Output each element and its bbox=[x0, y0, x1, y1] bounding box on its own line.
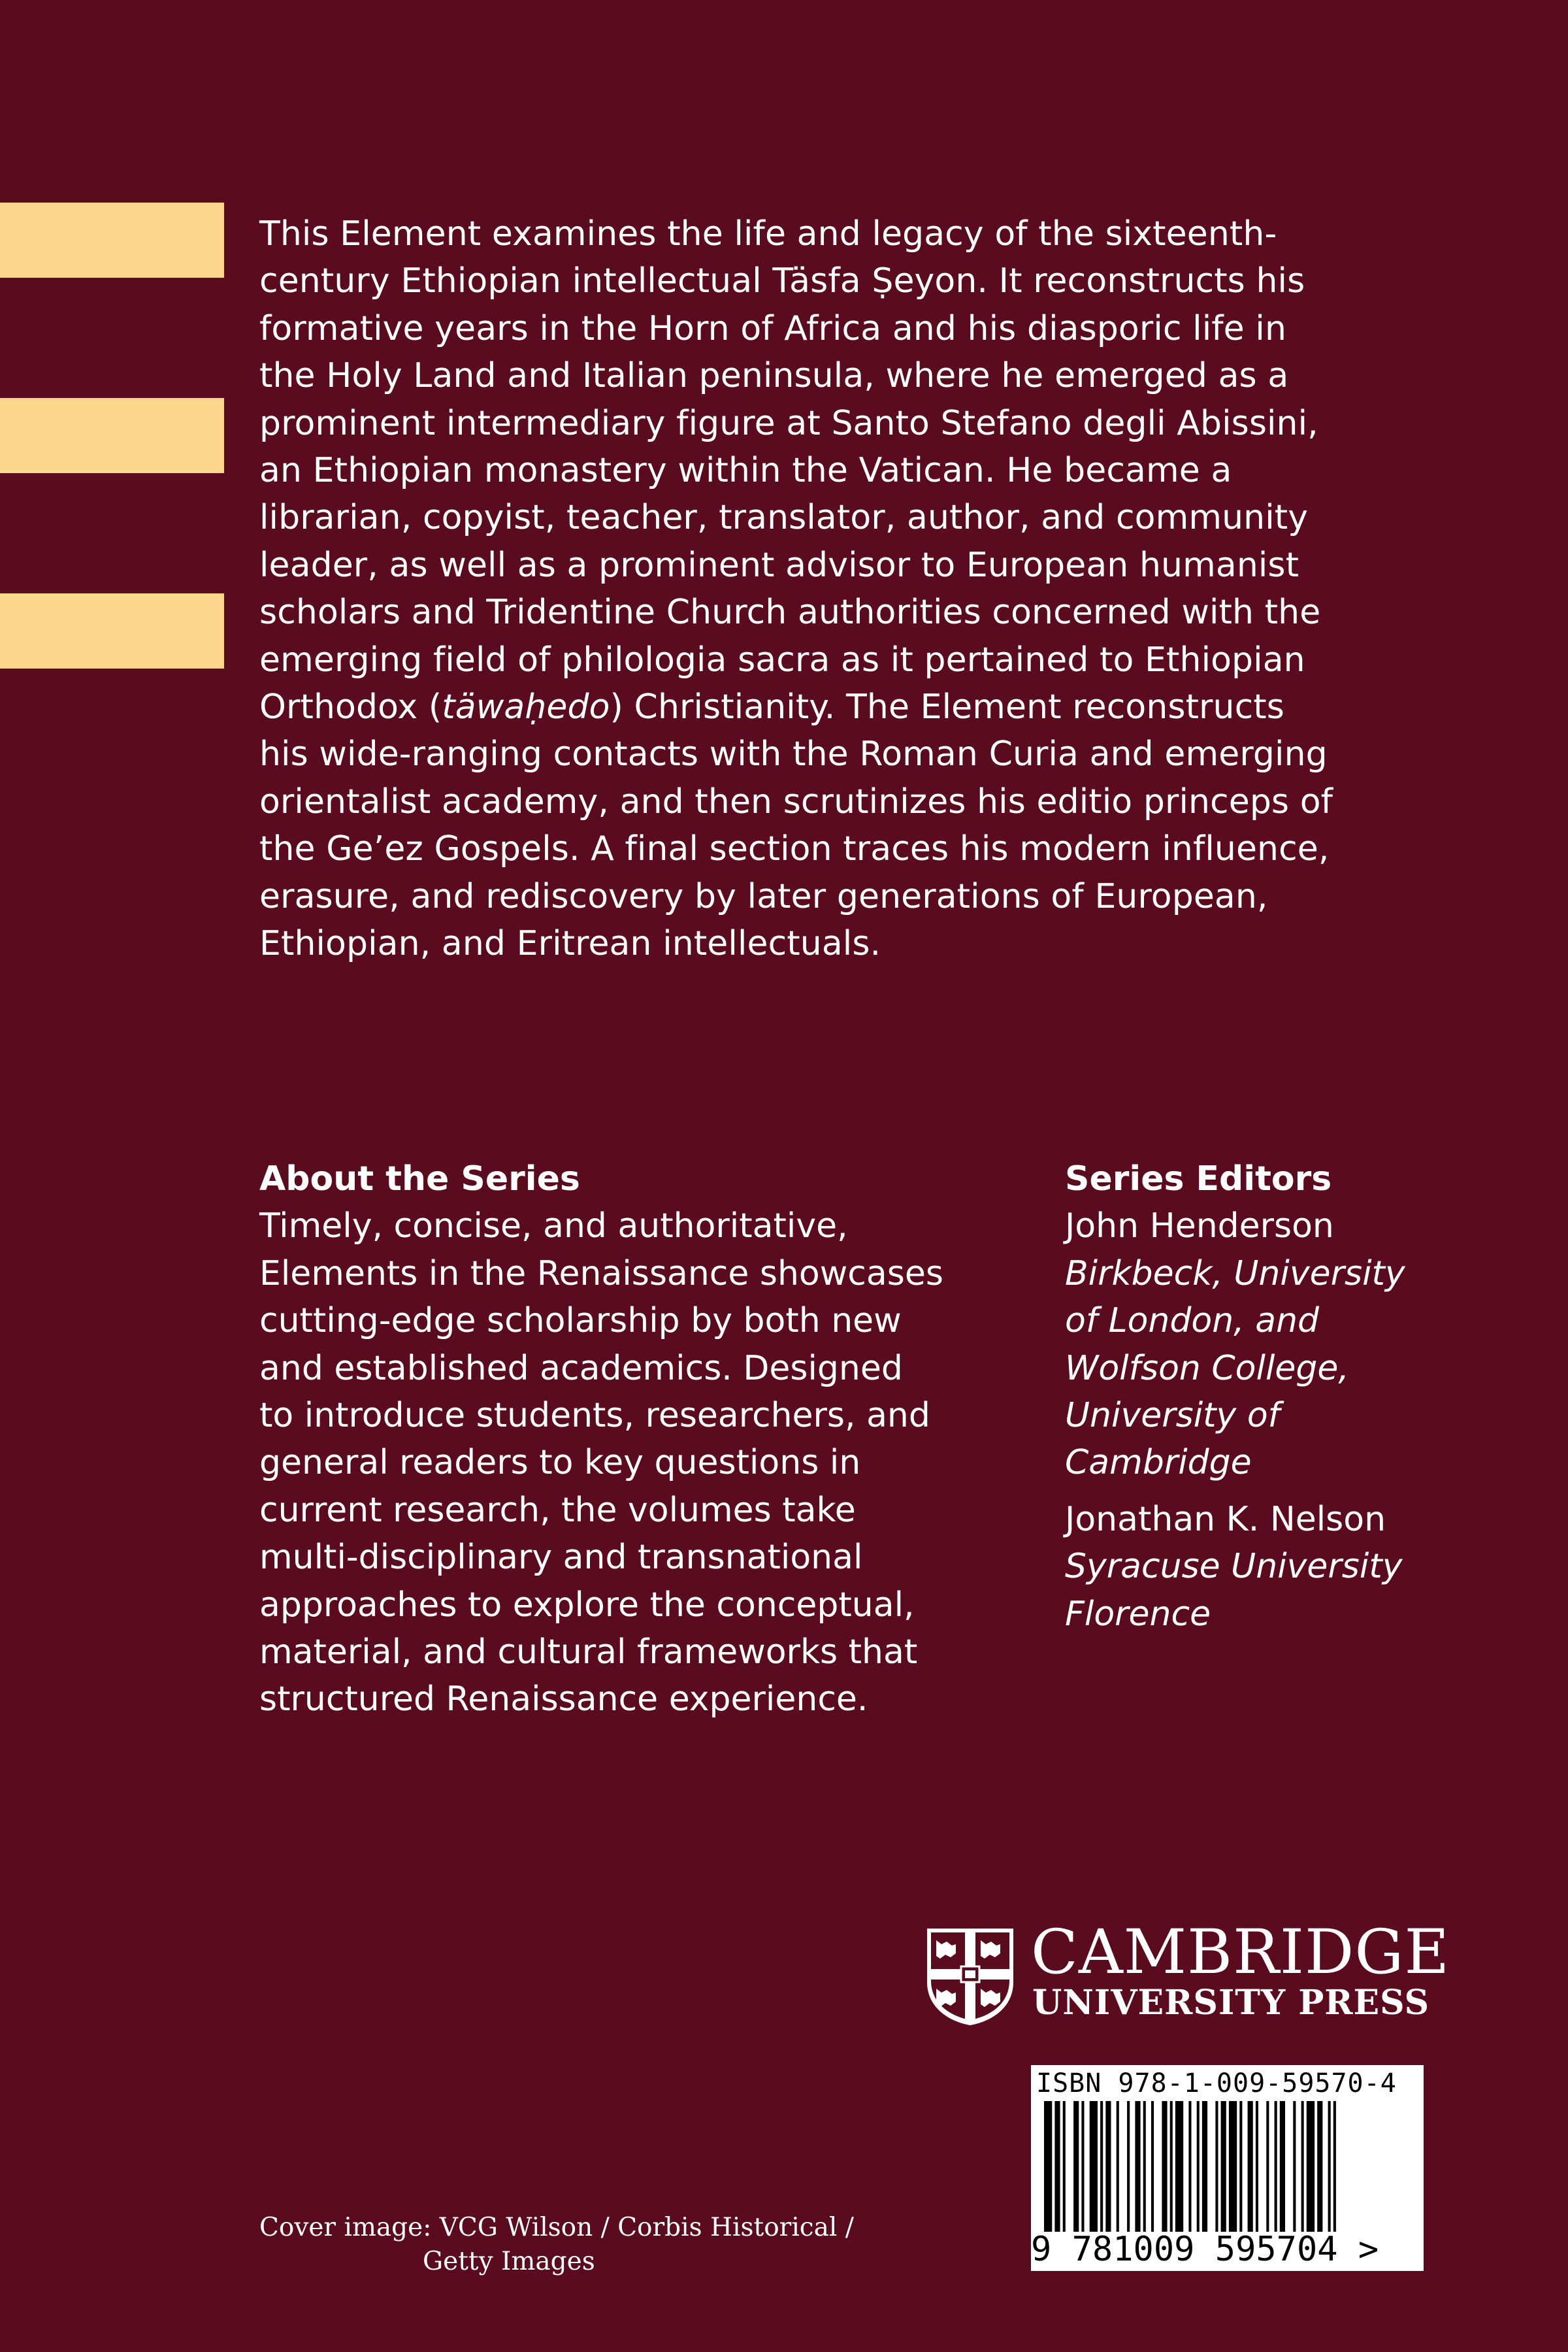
publisher-name: CAMBRIDGE bbox=[1031, 1917, 1450, 1988]
accent-bar-middle bbox=[0, 398, 224, 473]
blurb-line: century Ethiopian intellectual Täsfa Ṣeyon. It reconstructs his bbox=[259, 261, 1305, 301]
blurb-line: orientalist academy, and then scrutinizes his editio princeps of bbox=[259, 782, 1333, 821]
publisher-subname: UNIVERSITY PRESS bbox=[1032, 1983, 1430, 2023]
about-line: Elements in the Renaissance showcases bbox=[259, 1253, 943, 1293]
blurb-line: librarian, copyist, teacher, translator, author, and community bbox=[259, 498, 1309, 538]
credit-line: Cover image: VCG Wilson / Corbis Historical / bbox=[259, 2213, 854, 2242]
series-editors-section bbox=[1065, 1155, 1522, 1638]
about-line: material, and cultural frameworks that bbox=[259, 1632, 918, 1672]
editor-name: John Henderson bbox=[1065, 1206, 1334, 1246]
series-editors-heading: Series Editors bbox=[1065, 1159, 1332, 1199]
editor-affiliation: Cambridge bbox=[1065, 1443, 1252, 1483]
blurb-text: ) Christianity. The Element reconstructs bbox=[610, 687, 1284, 727]
blurb-italic-term: täwaḥedo bbox=[442, 687, 610, 727]
editor-affiliation: of London, and bbox=[1065, 1301, 1320, 1341]
accent-bar-bottom bbox=[0, 593, 224, 669]
editor-name: Jonathan K. Nelson bbox=[1065, 1499, 1386, 1539]
blurb-line: an Ethiopian monastery within the Vatican. He became a bbox=[259, 451, 1232, 491]
shield-icon bbox=[924, 1926, 1016, 2027]
isbn-label: ISBN 978-1-009-59570-4 bbox=[1036, 2068, 1397, 2098]
blurb-line: erasure, and rediscovery by later generations of European, bbox=[259, 876, 1268, 916]
cover-image-credit bbox=[259, 2211, 854, 2279]
barcode-digits: 9 781009 595704 > bbox=[1031, 2230, 1379, 2269]
about-line: multi-disciplinary and transnational bbox=[259, 1538, 863, 1578]
about-line: Timely, concise, and authoritative, bbox=[259, 1206, 848, 1246]
blurb-line: leader, as well as a prominent advisor to European humanist bbox=[259, 545, 1299, 585]
editor-affiliation: Wolfson College, bbox=[1065, 1348, 1349, 1388]
blurb-line: formative years in the Horn of Africa and his diasporic life in bbox=[259, 308, 1287, 348]
about-line: approaches to explore the conceptual, bbox=[259, 1585, 915, 1625]
credit-line: Getty Images bbox=[423, 2247, 595, 2276]
blurb-line: emerging field of philologia sacra as it pertained to Ethiopian bbox=[259, 640, 1305, 680]
about-line: cutting-edge scholarship by both new bbox=[259, 1301, 902, 1341]
about-line: current research, the volumes take bbox=[259, 1490, 856, 1530]
about-line: and established academics. Designed bbox=[259, 1348, 903, 1388]
blurb-line: his wide-ranging contacts with the Roman Curia and emerging bbox=[259, 735, 1328, 774]
blurb-line: scholars and Tridentine Church authorities concerned with the bbox=[259, 593, 1321, 633]
editor-affiliation: Syracuse University bbox=[1065, 1547, 1403, 1587]
about-line: to introduce students, researchers, and bbox=[259, 1396, 930, 1436]
about-line: structured Renaissance experience. bbox=[259, 1680, 868, 1719]
editor-affiliation: Birkbeck, University bbox=[1065, 1253, 1405, 1293]
accent-bar-top bbox=[0, 203, 224, 278]
blurb-line: prominent intermediary figure at Santo Stefano degli Abissini, bbox=[259, 403, 1318, 443]
blurb-line bbox=[259, 684, 1429, 731]
barcode-bars bbox=[1044, 2101, 1410, 2232]
about-line: general readers to key questions in bbox=[259, 1443, 861, 1483]
blurb-line: the Holy Land and Italian peninsula, where he emerged as a bbox=[259, 356, 1289, 396]
editor-affiliation: Florence bbox=[1065, 1594, 1211, 1634]
blurb-line: This Element examines the life and legacy of the sixteenth- bbox=[259, 214, 1277, 254]
blurb-text: Orthodox ( bbox=[259, 687, 442, 727]
editor-affiliation: University of bbox=[1065, 1396, 1280, 1436]
blurb-line: Ethiopian, and Eritrean intellectuals. bbox=[259, 924, 881, 964]
isbn-barcode bbox=[1031, 2065, 1424, 2271]
publisher-logo bbox=[924, 1917, 1450, 2029]
book-blurb bbox=[259, 210, 1429, 968]
about-series-heading: About the Series bbox=[259, 1159, 580, 1199]
about-series-section bbox=[259, 1155, 1011, 1723]
blurb-line: the Ge’ez Gospels. A final section traces his modern influence, bbox=[259, 829, 1330, 869]
